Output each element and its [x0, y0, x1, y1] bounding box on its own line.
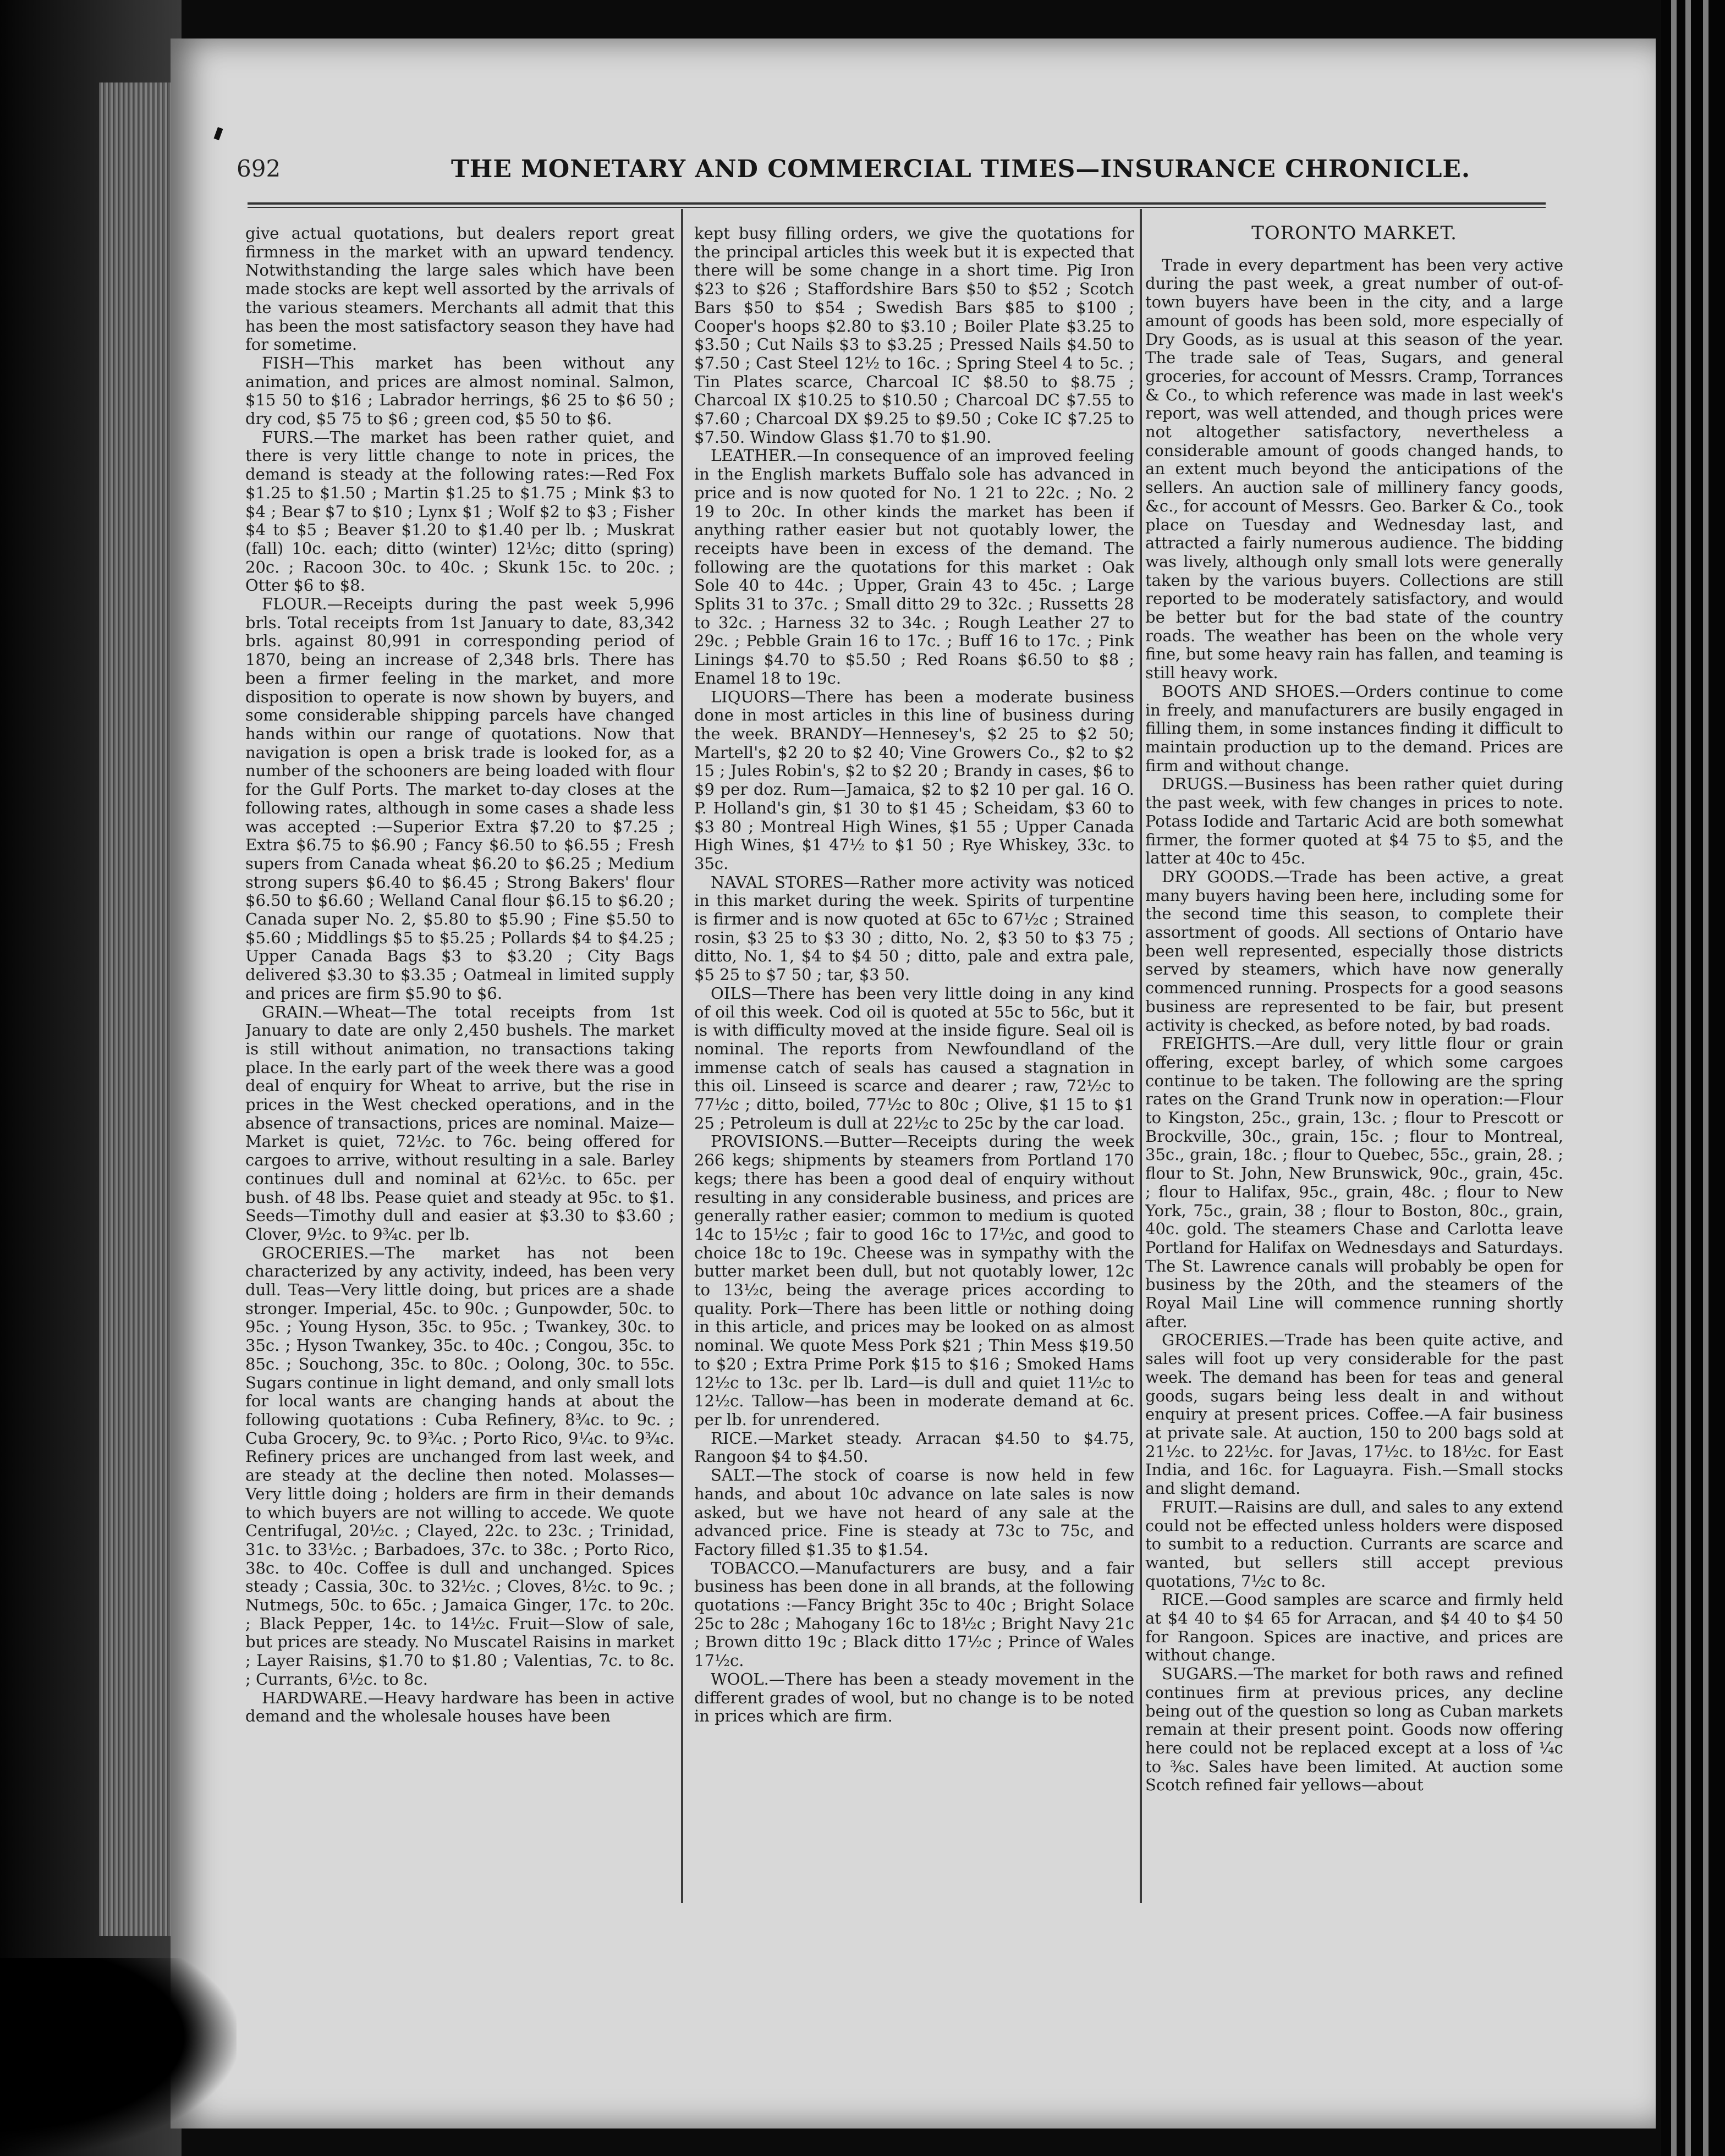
- film-strip: [1671, 0, 1677, 2156]
- running-title: THE MONETARY AND COMMERCIAL TIMES—INSURANCE CHRONICLE.: [451, 155, 1471, 183]
- paragraph-tobacco: TOBACCO.—Manufacturers are busy, and a fair business has been done in all brands, at the following quotations :—Fancy Bright 35c to 40c ; Bright Solace 25c to 28c ; Mahogany 16c to 18½c ; Bright Navy 21c ; Brown ditto 19c ; Black ditto 17½c ; Prince of Wales 17½c.: [694, 1558, 1134, 1670]
- paragraph-hardware: HARDWARE.—Heavy hardware has been in active demand and the wholesale houses have been: [245, 1688, 674, 1726]
- paragraph-groceries: GROCERIES.—Trade has been quite active, and sales will foot up very considerable for the past week. The demand has been for teas and general goods, sugars being less dealt in and without enquiry at present prices. Coffee.—A fair business at private sale. At auction, 150 to 200 bags sold at 21½c. to 22½c. for Javas, 17½c. to 18½c. for East India, and 16c. for Laguayra. Fish.—Small stocks and slight demand.: [1145, 1330, 1563, 1498]
- paragraph-boots-shoes: BOOTS AND SHOES.—Orders continue to come in freely, and manufacturers are busily engaged in filling them, in some instances finding it difficult to maintain production up to the demand. Prices are firm and without change.: [1145, 681, 1563, 775]
- section-title: TORONTO MARKET.: [1251, 224, 1457, 244]
- paragraph-rice: RICE.—Market steady. Arracan $4.50 to $4.75, Rangoon $4 to $4.50.: [694, 1428, 1134, 1466]
- paragraph-oils: OILS—There has been very little doing in any kind of oil this week. Cod oil is quoted at 55c to 56c, but it is with difficulty moved at the inside figure. Seal oil is nominal. The reports from Newfoundland of the immense catch of seals has caused a stagnation in this oil. Linseed is scarce and dearer ; raw, 72½c to 77½c ; ditto, boiled, 77½c to 80c ; Olive, $1 15 to $1 25 ; Petroleum is dull at 22½c to 25c by the car load.: [694, 983, 1134, 1132]
- paragraph-rice: RICE.—Good samples are scarce and firmly held at $4 40 to $4 65 for Arracan, and $4 40 to $4 50 for Rangoon. Spices are inactive, and prices are without change.: [1145, 1590, 1563, 1665]
- paragraph-freights: FREIGHTS.—Are dull, very little flour or grain offering, except barley, of which some cargoes continue to be taken. The following are the spring rates on the Grand Trunk now in operation:—Flour to Kingston, 25c., grain, 13c. ; flour to Prescott or Brockville, 30c., grain, 15c. ; flour to Montreal, 35c., grain, 18c. ; flour to Quebec, 55c., grain, 28. ; flour to St. John, New Brunswick, 90c., grain, 45c. ; flour to Halifax, 95c., grain, 48c. ; flour to New York, 75c., grain, 38 ; flour to Boston, 80c., grain, 40c. gold. The steamers Chase and Carlotta leave Portland for Halifax on Wednesdays and Saturdays. The St. Lawrence canals will probably be open for business by the 20th, and the steamers of the Royal Mail Line will commence running shortly after.: [1145, 1034, 1563, 1331]
- paragraph-groceries: GROCERIES.—The market has not been characterized by any activity, indeed, has been very dull. Teas—Very little doing, but prices are a shade stronger. Imperial, 45c. to 90c. ; Gunpowder, 50c. to 95c. ; Young Hyson, 35c. to 95c. ; Twankey, 30c. to 35c. ; Hyson Twankey, 35c. to 40c. ; Congou, 35c. to 85c. ; Souchong, 35c. to 80c. ; Oolong, 30c. to 55c. Sugars continue in light demand, and only small lots for local wants are changing hands at about the following quotations : Cuba Refinery, 8¾c. to 9c. ; Cuba Grocery, 9c. to 9¾c. ; Porto Rico, 9¼c. to 9¾c. Refinery prices are unchanged from last week, and are steady at the decline then noted. Molasses—Very little doing ; holders are firm in their demands to which buyers are not willing to accede. We quote Centrifugal, 20½c. ; Clayed, 22c. to 23c. ; Trinidad, 31c. to 33½c. ; Barbadoes, 37c. to 38c. ; Porto Rico, 38c. to 40c. Coffee is dull and unchanged. Spices steady ; Cassia, 30c. to 32½c. ; Cloves, 8½c. to 9c. ; Nutmegs, 50c. to 65c. ; Jamaica Ginger, 17c. to 20c. ; Black Pepper, 14c. to 14½c. Fruit—Slow of sale, but prices are steady. No Muscatel Raisins in market ; Layer Raisins, $1.70 to $1.80 ; Valentias, 7c. to 8c. ; Currants, 6½c. to 8c.: [245, 1243, 674, 1689]
- paragraph-fruit: FRUIT.—Raisins are dull, and sales to any extend could not be effected unless holders were disposed to sumbit to a reduction. Currants are scarce and wanted, but sellers still accept previous quotations, 7½c to 8c.: [1145, 1497, 1563, 1591]
- paragraph-wool: WOOL.—There has been a steady movement in the different grades of wool, but no change is to be noted in prices which are firm.: [694, 1669, 1134, 1726]
- paragraph-dry-goods: DRY GOODS.—Trade has been active, a great many buyers having been here, including some for the second time this season, to complete their assortment of goods. All sections of Ontario have been well represented, especially those districts served by steamers, which have now generally commenced running. Prospects for a good seasons business are represented to be fair, but present activity is checked, as before noted, by bad roads.: [1145, 867, 1563, 1035]
- column-right: [1145, 224, 1563, 1918]
- paragraph-fish: FISH—This market has been without any animation, and prices are almost nominal. Salmon, $15 50 to $16 ; Labrador herrings, $6 25 to $6 50 ; dry cod, $5 75 to $6 ; green cod, $5 50 to $6.: [245, 353, 674, 428]
- paragraph-liquors: LIQUORS—There has been a moderate business done in most articles in this line of business during the week. BRANDY—Hennesey's, $2 25 to $2 50; Martell's, $2 20 to $2 40; Vine Growers Co., $2 to $2 15 ; Jules Robin's, $2 to $2 20 ; Brandy in cases, $6 to $9 per doz. Rum—Jamaica, $2 to $2 10 per gal. 16 O. P. Holland's gin, $1 30 to $1 45 ; Scheidam, $3 60 to $3 80 ; Montreal High Wines, $1 55 ; Upper Canada High Wines, $1 47½ to $1 50 ; Rye Whiskey, 33c. to 35c.: [694, 687, 1134, 873]
- header-rule: [248, 202, 1546, 205]
- paragraph-naval-stores: NAVAL STORES—Rather more activity was noticed in this market during the week. Spirits of turpentine is firmer and is now quoted at 65c to 67½c ; Strained rosin, $3 25 to $3 30 ; ditto, No. 2, $3 50 to $3 75 ; ditto, No. 1, $4 to $4 50 ; ditto, pale and extra pale, $5 25 to $7 50 ; tar, $3 50.: [694, 872, 1134, 985]
- paragraph-provisions: PROVISIONS.—Butter—Receipts during the week 266 kegs; shipments by steamers from Portland 170 kegs; there has been a good deal of enquiry without resulting in any considerable business, and prices are generally rather easier; common to medium is quoted 14c to 15½c ; fair to good 16c to 17½c, and good to choice 18c to 19c. Cheese was in sympathy with the butter market been dull, but not quotably lower, 12c to 13½c, being the average prices according to quality. Pork—There has been little or nothing doing in this article, and prices may be looked on as almost nominal. We quote Mess Pork $21 ; Thin Mess $19.50 to $20 ; Extra Prime Pork $15 to $16 ; Smoked Hams 12½c to 13c. per lb. Lard—is dull and quiet 11½c to 12½c. Tallow—has been in moderate demand at 6c. per lb. for unrendered.: [694, 1132, 1134, 1429]
- right-border: [1661, 0, 1725, 2156]
- column-left: [245, 224, 674, 1946]
- paragraph-leather: LEATHER.—In consequence of an improved feeling in the English markets Buffalo sole has advanced in price and is now quoted for No. 1 21 to 22c. ; No. 2 19 to 20c. In other kinds the market has been if anything rather easier but not quotably lower, the receipts have been in excess of the demand. The following are the quotations for this market : Oak Sole 40 to 44c. ; Upper, Grain 43 to 45c. ; Large Splits 31 to 37c. ; Small ditto 29 to 32c. ; Russetts 28 to 32c. ; Harness 32 to 34c. ; Rough Leather 27 to 29c. ; Pebble Grain 16 to 17c. ; Buff 16 to 17c. ; Pink Linings $4.70 to $5.50 ; Red Roans $6.50 to $8 ; Enamel 18 to 19c.: [694, 446, 1134, 688]
- paragraph-grain: GRAIN.—Wheat—The total receipts from 1st January to date are only 2,450 bushels. The market is still without animation, no transactions taking place. In the early part of the week there was a good deal of enquiry for Wheat to arrive, but the rise in prices in the West checked operations, and in the absence of transactions, prices are nominal. Maize—Market is quiet, 72½c. to 76c. being offered for cargoes to arrive, without resulting in a sale. Barley continues dull and nominal at 62½c. to 65c. per bush. of 48 lbs. Pease quiet and steady at 95c. to $1. Seeds—Timothy dull and easier at $3.30 to $3.60 ; Clover, 9½c. to 9¾c. per lb.: [245, 1002, 674, 1244]
- paragraph: give actual quotations, but dealers report great firmness in the market with an upward tendency. Notwithstanding the large sales which have been made stocks are kept well assorted by the arrivals of the various steamers. Merchants all admit that this has been the most satisfactory season they have had for sometime.: [245, 224, 674, 354]
- paragraph-furs: FURS.—The market has been rather quiet, and there is very little change to note in prices, the demand is steady at the following rates:—Red Fox $1.25 to $1.50 ; Martin $1.25 to $1.75 ; Mink $3 to $4 ; Bear $7 to $10 ; Lynx $1 ; Wolf $2 to $3 ; Fisher $4 to $5 ; Beaver $1.20 to $1.40 per lb. ; Muskrat (fall) 10c. each; ditto (winter) 12½c; ditto (spring) 20c. ; Racoon 30c. to 40c. ; Skunk 15c. to 20c. ; Otter $6 to $8.: [245, 427, 674, 595]
- paragraph-sugars: SUGARS.—The market for both raws and refined continues firm at previous prices, any decline being out of the question so long as Cuban markets remain at their present point. Goods now offering here could not be replaced except at a loss of ¼c to ⅜c. Sales have been limited. At auction some Scotch refined fair yellows—about: [1145, 1664, 1563, 1795]
- paragraph-salt: SALT.—The stock of coarse is now held in few hands, and about 10c advance on late sales is now asked, but we have not heard of any sale at the advanced price. Fine is steady at 73c to 75c, and Factory filled $1.35 to $1.54.: [694, 1466, 1134, 1559]
- paragraph-drugs: DRUGS.—Business has been rather quiet during the past week, with few changes in prices to note. Potass Iodide and Tartaric Acid are both somewhat firmer, the former quoted at $4 75 to $5, and the latter at 40c to 45c.: [1145, 774, 1563, 868]
- binding-shadow: [0, 1958, 237, 2156]
- column-divider: [1140, 209, 1142, 1903]
- film-strip: [1685, 0, 1691, 2156]
- header-rule-thin: [248, 207, 1546, 208]
- page-number: 692: [237, 155, 281, 182]
- paragraph-hardware-cont: kept busy filling orders, we give the quotations for the principal articles this week but it is expected that there will be some change in a short time. Pig Iron $23 to $26 ; Staffordshire Bars $50 to $52 ; Scotch Bars $50 to $54 ; Swedish Bars $85 to $100 ; Cooper's hoops $2.80 to $3.10 ; Boiler Plate $3.25 to $3.50 ; Cut Nails $3 to $3.25 ; Pressed Nails $4.50 to $7.50 ; Cast Steel 12½ to 16c. ; Spring Steel 4 to 5c. ; Tin Plates scarce, Charcoal IC $8.50 to $8.75 ; Charcoal IX $10.25 to $10.50 ; Charcoal DC $7.55 to $7.60 ; Charcoal DX $9.25 to $9.50 ; Coke IC $7.25 to $7.50. Window Glass $1.70 to $1.90.: [694, 224, 1134, 447]
- paragraph-flour: FLOUR.—Receipts during the past week 5,996 brls. Total receipts from 1st January to date, 83,342 brls. against 80,991 in corresponding period of 1870, being an increase of 2,348 brls. There has been a firmer feeling in the market, and more disposition to operate is now shown by buyers, and some considerable shipping parcels have changed hands within our range of quotations. Now that navigation is open a brisk trade is looked for, as a number of the schooners are being loaded with flour for the Gulf Ports. The market to-day closes at the following rates, although in some cases a shade less was accepted :—Superior Extra $7.20 to $7.25 ; Extra $6.75 to $6.90 ; Fancy $6.50 to $6.55 ; Fresh supers from Canada wheat $6.20 to $6.25 ; Medium strong supers $6.40 to $6.45 ; Strong Bakers' flour $6.50 to $6.60 ; Welland Canal flour $6.15 to $6.20 ; Canada super No. 2, $5.80 to $5.90 ; Fine $5.50 to $5.60 ; Middlings $5 to $5.25 ; Pollards $4 to $4.25 ; Upper Canada Bags $3 to $3.20 ; City Bags delivered $3.30 to $3.35 ; Oatmeal in limited supply and prices are firm $5.90 to $6.: [245, 595, 674, 1003]
- page-edges: [99, 82, 182, 1936]
- page-header: [237, 155, 1471, 188]
- paragraph-trade: Trade in every department has been very active during the past week, a great number of out-of-town buyers have been in the city, and a large amount of goods has been sold, more especially of Dry Goods, as is usual at this season of the year. The trade sale of Teas, Sugars, and general groceries, for account of Messrs. Cramp, Torrances & Co., to which reference was made in last week's report, was well attended, and though prices were not altogether satisfactory, nevertheless a considerable amount of goods changed hands, to an extent much beyond the anticipations of the sellers. An auction sale of millinery fancy goods, &c., for account of Messrs. Geo. Barker & Co., took place on Tuesday and Wednesday last, and attracted a fairly numerous audience. The bidding was lively, although only small lots were generally taken by the various buyers. Collections are still reported to be moderately satisfactory, and would be better but for the bad state of the country roads. The weather has been on the whole very fine, but some heavy rain has fallen, and teaming is still heavy work.: [1145, 255, 1563, 683]
- film-strip: [1703, 0, 1708, 2156]
- column-divider: [681, 209, 683, 1903]
- column-middle: [694, 224, 1134, 1918]
